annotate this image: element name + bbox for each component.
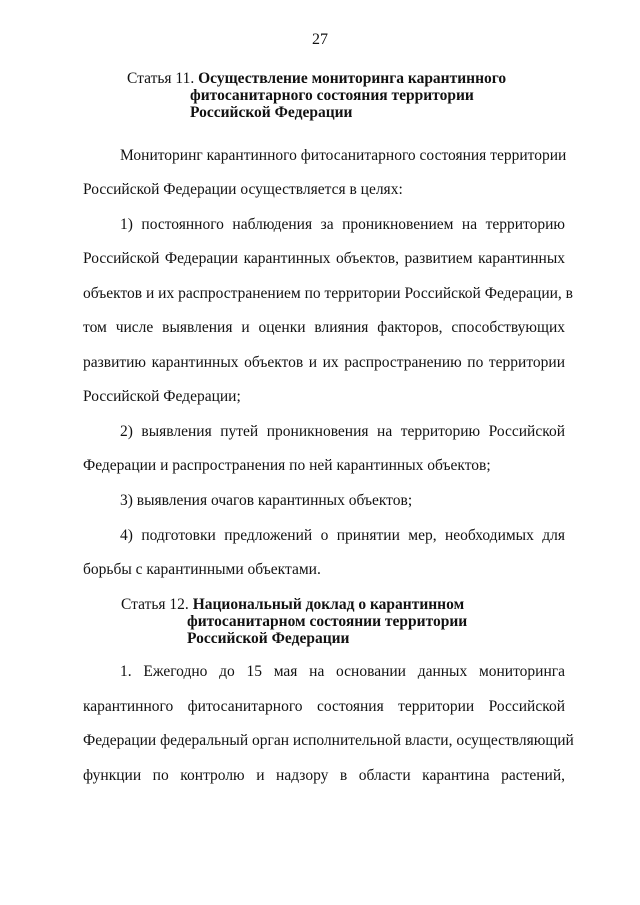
paragraph-line: борьбы с карантинными объектами.	[83, 561, 321, 578]
paragraph-line: функции по контролю и надзору в области карантина растений,	[83, 767, 565, 784]
paragraph-line: Федерации и распространения по ней карантинных объектов;	[83, 457, 491, 474]
paragraph-line: том числе выявления и оценки влияния факторов, способствующих	[83, 319, 565, 336]
article-11-title-line-3: Российской Федерации	[190, 104, 353, 121]
article-11-title-line-1: Осуществление мониторинга карантинного	[198, 70, 507, 87]
paragraph-line: 4) подготовки предложений о принятии мер, необходимых для	[120, 527, 565, 544]
paragraph-line: карантинного фитосанитарного состояния территории Российской	[83, 698, 565, 715]
paragraph-line: Федерации федеральный орган исполнительной власти, осуществляющий	[83, 732, 574, 749]
paragraph-line: 1) постоянного наблюдения за проникновением на территорию	[120, 216, 565, 233]
article-12-title-line-3: Российской Федерации	[187, 630, 350, 647]
paragraph-line: развитию карантинных объектов и их распространению по территории	[83, 354, 565, 371]
paragraph-line: Российской Федерации осуществляется в целях:	[83, 181, 403, 198]
paragraph-line: объектов и их распространением по территории Российской Федерации, в	[83, 285, 573, 302]
paragraph-line: 2) выявления путей проникновения на территорию Российской	[120, 423, 565, 440]
article-12-title-line-1: Национальный доклад о карантинном	[192, 596, 465, 613]
paragraph-line: Российской Федерации;	[83, 388, 241, 405]
article-12-heading	[121, 596, 467, 647]
article-12-label: Статья 12.	[121, 596, 189, 613]
article-12-title-line-2: фитосанитарном состоянии территории	[187, 613, 468, 630]
paragraph-line: 1. Ежегодно до 15 мая на основании данных мониторинга	[120, 663, 565, 680]
paragraph-line: Мониторинг карантинного фитосанитарного состояния территории	[120, 147, 567, 164]
article-11-title-line-2: фитосанитарного состояния территории	[190, 87, 474, 104]
article-11-heading	[127, 70, 506, 121]
paragraph-line: Российской Федерации карантинных объектов, развитием карантинных	[83, 250, 565, 267]
article-11-label: Статья 11.	[127, 70, 195, 87]
paragraph-line: 3) выявления очагов карантинных объектов;	[120, 492, 413, 509]
page-number: 27	[312, 31, 328, 48]
